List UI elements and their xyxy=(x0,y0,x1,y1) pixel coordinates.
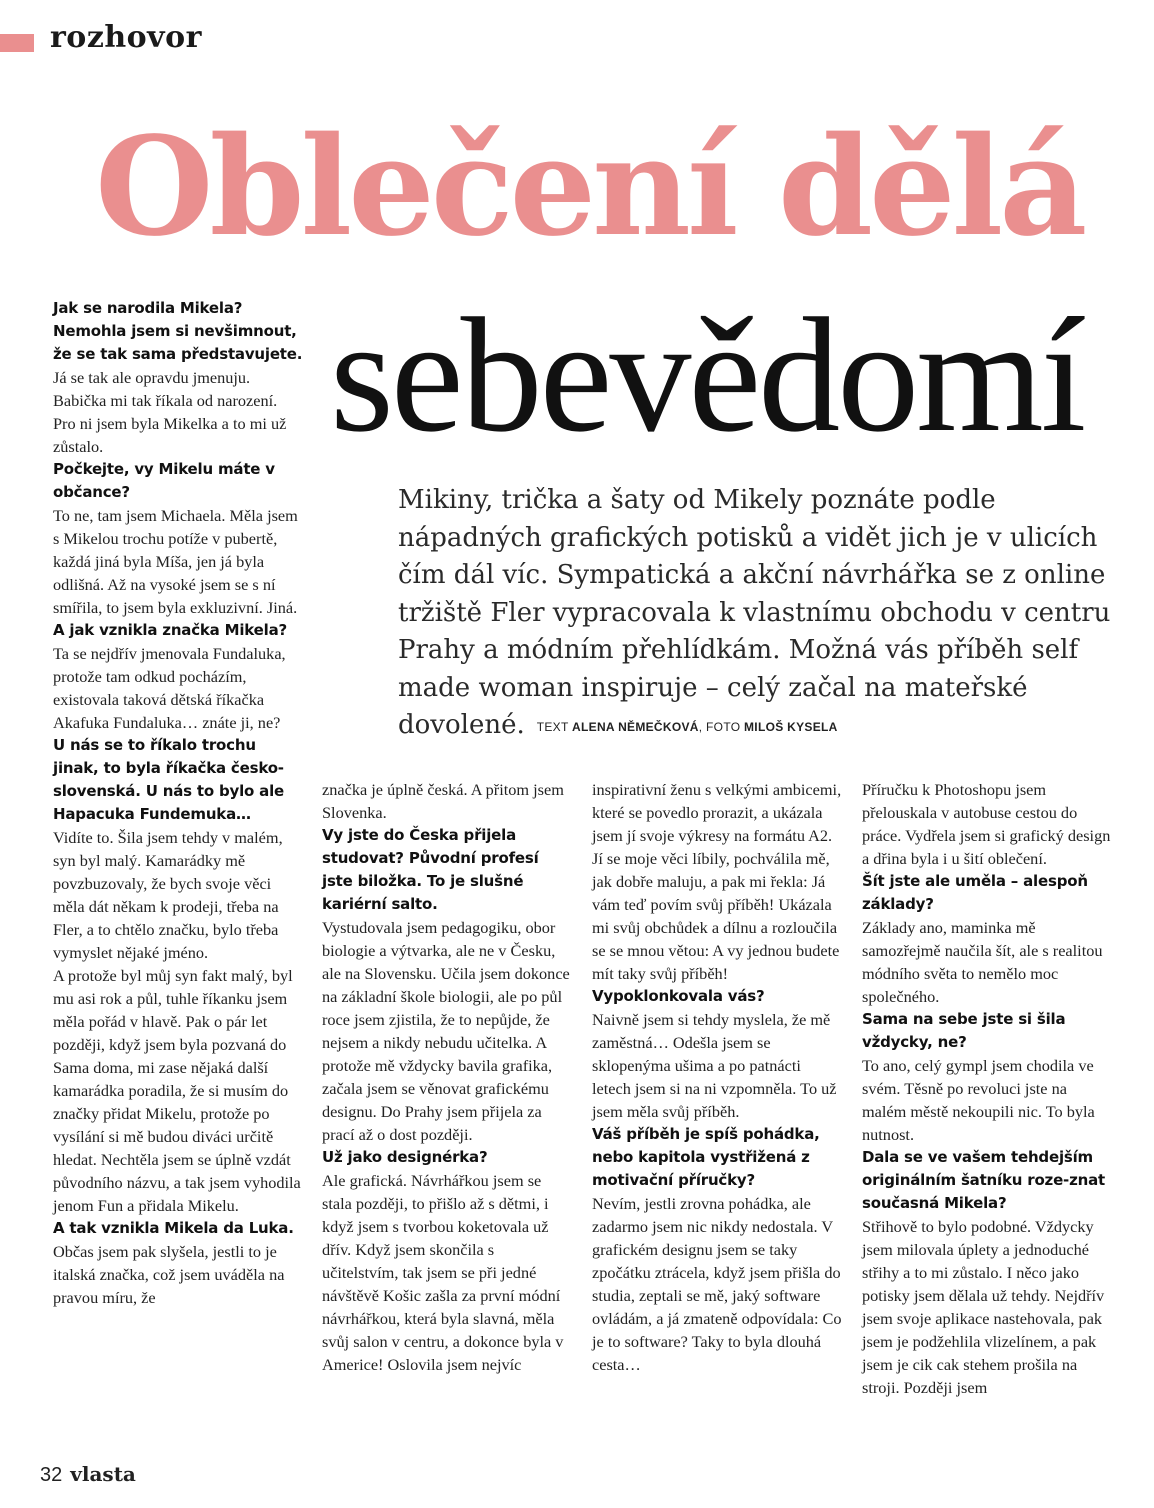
interview-answer: Občas jsem pak slyšela, jestli to je italská značka, což jsem uváděla na pravou míru, že xyxy=(53,1242,285,1307)
credit-photo-name: MILOŠ KYSELA xyxy=(744,720,838,734)
interview-question: U nás se to říkalo trochu jinak, to byla říkačka česko-slovenská. U nás to bylo ale Hapacuka Fundemuka… xyxy=(53,736,285,823)
interview-answer: Příručku k Photoshopu jsem přelouskala v autobuse cestou do práce. Vydřela jsem si grafický design a dřina byla i u šití oblečení. xyxy=(862,780,1111,868)
section-marker xyxy=(0,34,34,52)
interview-answer: značka je úplně česká. A přitom jsem Slovenka. xyxy=(322,780,564,822)
interview-answer: To ano, celý gympl jsem chodila ve svém. Těsně po revoluci jste na malém městě nekoupili nic. To byla nutnost. xyxy=(862,1056,1095,1144)
magazine-name: vlasta xyxy=(70,1462,136,1486)
interview-answer: To ne, tam jsem Michaela. Měla jsem s Mikelou trochu potíže v pubertě, každá jiná byla Míša, jen já byla odlišná. Až na vysoké jsem se s ní smířila, to jsem byla exkluzivní. Jiná. xyxy=(53,506,298,617)
credit-text-name: ALENA NĚMEČKOVÁ xyxy=(572,720,699,734)
interview-question: Už jako designérka? xyxy=(322,1148,488,1166)
interview-question: Dala se ve vašem tehdejším originálním šatníku roze-znat současná Mikela? xyxy=(862,1148,1105,1212)
interview-question: Vy jste do Česka přijela studovat? Původní profesí jste biložka. To je slušné kariérní salto. xyxy=(322,826,539,913)
interview-answer: Já se tak ale opravdu jmenuju. Babička mi tak říkala od narození. Pro ni jsem byla Mikelka a to mi už zůstalo. xyxy=(53,368,287,456)
interview-question: Vypoklonkovala vás? xyxy=(592,987,765,1005)
interview-question: Sama na sebe jste si šila vždycky, ne? xyxy=(862,1010,1066,1051)
article-column-1 xyxy=(53,297,303,1309)
lead-paragraph xyxy=(398,482,1128,747)
interview-answer: Střihově to bylo podobné. Vždycky jsem milovala úplety a jednoduché střihy a to mi zůstalo. I něco jako potisky jsem dělala už tehdy. Nejdřív jsem svoje aplikace nastehovala, pak jsem je podžehlila vlizelínem, a pak jsem je cik cak stehem prošila na stroji. Později jsem xyxy=(862,1217,1105,1397)
interview-question: Počkejte, vy Mikelu máte v občance? xyxy=(53,460,275,501)
interview-answer: inspirativní ženu s velkými ambicemi, které se povedlo prorazit, a ukázala jsem jí svoje výkresy na formátu A2. Jí se moje věci líbily, pochválila mě, jak dobře maluju, a pak mi řekla: Já vám teď povím svůj příběh! Ukázala mi svůj obchůdek a dílnu a rozloučila se se mnou větou: A vy jednou budete mít taky svůj příběh! xyxy=(592,780,842,983)
interview-answer: A protože byl můj syn fakt malý, byl mu asi rok a půl, tuhle říkanku jsem měla pořád v hlavě. Pak o pár let později, když jsem byla pozvaná do Sama doma, mi zase nějaká další kamarádka poradila, že si musím do značky přidat Mikelu, protože po vysílání si mě budou diváci určitě hledat. Nechtěla jsem se úplně vzdát původního názvu, a tak jsem vyhodila jenom Fun a přidala Mikelu. xyxy=(53,966,301,1215)
interview-answer: Vidíte to. Šila jsem tehdy v malém, syn byl malý. Kamarádky mě povzbuzovaly, že bych svoje věci měla dát někam k prodeji, třeba na Fler, a to chtělo značku, bylo třeba vymyslet nějaké jméno. xyxy=(53,828,283,962)
article-column-2 xyxy=(322,778,572,1376)
interview-answer: Ta se nejdřív jmenovala Fundaluka, protože tam odkud pocházím, existovala taková dětská říkačka Akafuka Fundaluka… znáte ji, ne? xyxy=(53,644,286,732)
interview-question: A jak vznikla značka Mikela? xyxy=(53,621,288,639)
interview-answer: Nevím, jestli zrovna pohádka, ale zadarmo jsem nic nikdy nedostala. V grafickém designu jsem se taky zpočátku ztrácela, když jsem přišla do studia, zeptali se mě, jaký software ovládám, a já zmateně odpovídala: Co je to software? Taky to byla dlouhá cesta… xyxy=(592,1194,842,1374)
article-column-3 xyxy=(592,778,842,1376)
interview-answer: Ale grafická. Návrhářkou jsem se stala později, to přišlo až s dětmi, i když jsem s tvorbou koketovala už dřív. Když jsem skončila s učitelstvím, tak jsem se při jedné návštěvě Košic zašla za první módní návrhářkou, která byla slavná, měla svůj salon v centru, a dokonce byla v Americe! Oslovila jsem nejvíc xyxy=(322,1171,564,1374)
lead-text: Mikiny, trička a šaty od Mikely poznáte podle nápadných grafických potisků a vidět jich je v ulicích čím dál víc. Sympatická a akční návrhářka se z online tržiště Fler vypracovala k vlastnímu obchodu v centru Prahy a módním přehlídkám. Možná vás příběh self made woman inspiruje – celý začal na mateřské dovolené. xyxy=(398,485,1111,740)
page-number: 32 xyxy=(40,1464,63,1486)
credit-photo-label: , FOTO xyxy=(698,720,741,734)
credits xyxy=(537,720,838,734)
section-label: rozhovor xyxy=(50,20,202,55)
interview-question: A tak vznikla Mikela da Luka. xyxy=(53,1219,294,1237)
interview-answer: Vystudovala jsem pedagogiku, obor biologie a výtvarka, ale ne v Česku, ale na Slovensku. Učila jsem dokonce na základní škole biologii, ale po půl roce jsem zjistila, že to nepůjde, že nejsem a nikdy nebudu učitelka. A protože mě vždycky bavila grafika, začala jsem se věnovat grafickému designu. Do Prahy jsem přijela za prací až o dost později. xyxy=(322,918,570,1144)
credit-text-label: TEXT xyxy=(536,720,569,734)
headline-line-2: sebevědomí xyxy=(330,285,1084,466)
interview-answer: Naivně jsem si tehdy myslela, že mě zaměstná… Odešla jsem se sklopenýma ušima a po patnácti letech jsem si na ni vzpomněla. To už jsem měla svůj příběh. xyxy=(592,1010,837,1121)
headline-line-1: Oblečení dělá xyxy=(95,107,1084,267)
article-column-4 xyxy=(862,778,1112,1399)
interview-question: Šít jste ale uměla – alespoň základy? xyxy=(862,872,1088,913)
interview-answer: Základy ano, maminka mě samozřejmě naučila šít, ale s realitou módního světa to nemělo moc společného. xyxy=(862,918,1103,1006)
interview-question: Jak se narodila Mikela? Nemohla jsem si nevšimnout, že se tak sama představujete. xyxy=(53,299,303,363)
interview-question: Váš příběh je spíš pohádka, nebo kapitola vystřižená z motivační příručky? xyxy=(592,1125,820,1189)
page-footer xyxy=(40,1462,136,1487)
